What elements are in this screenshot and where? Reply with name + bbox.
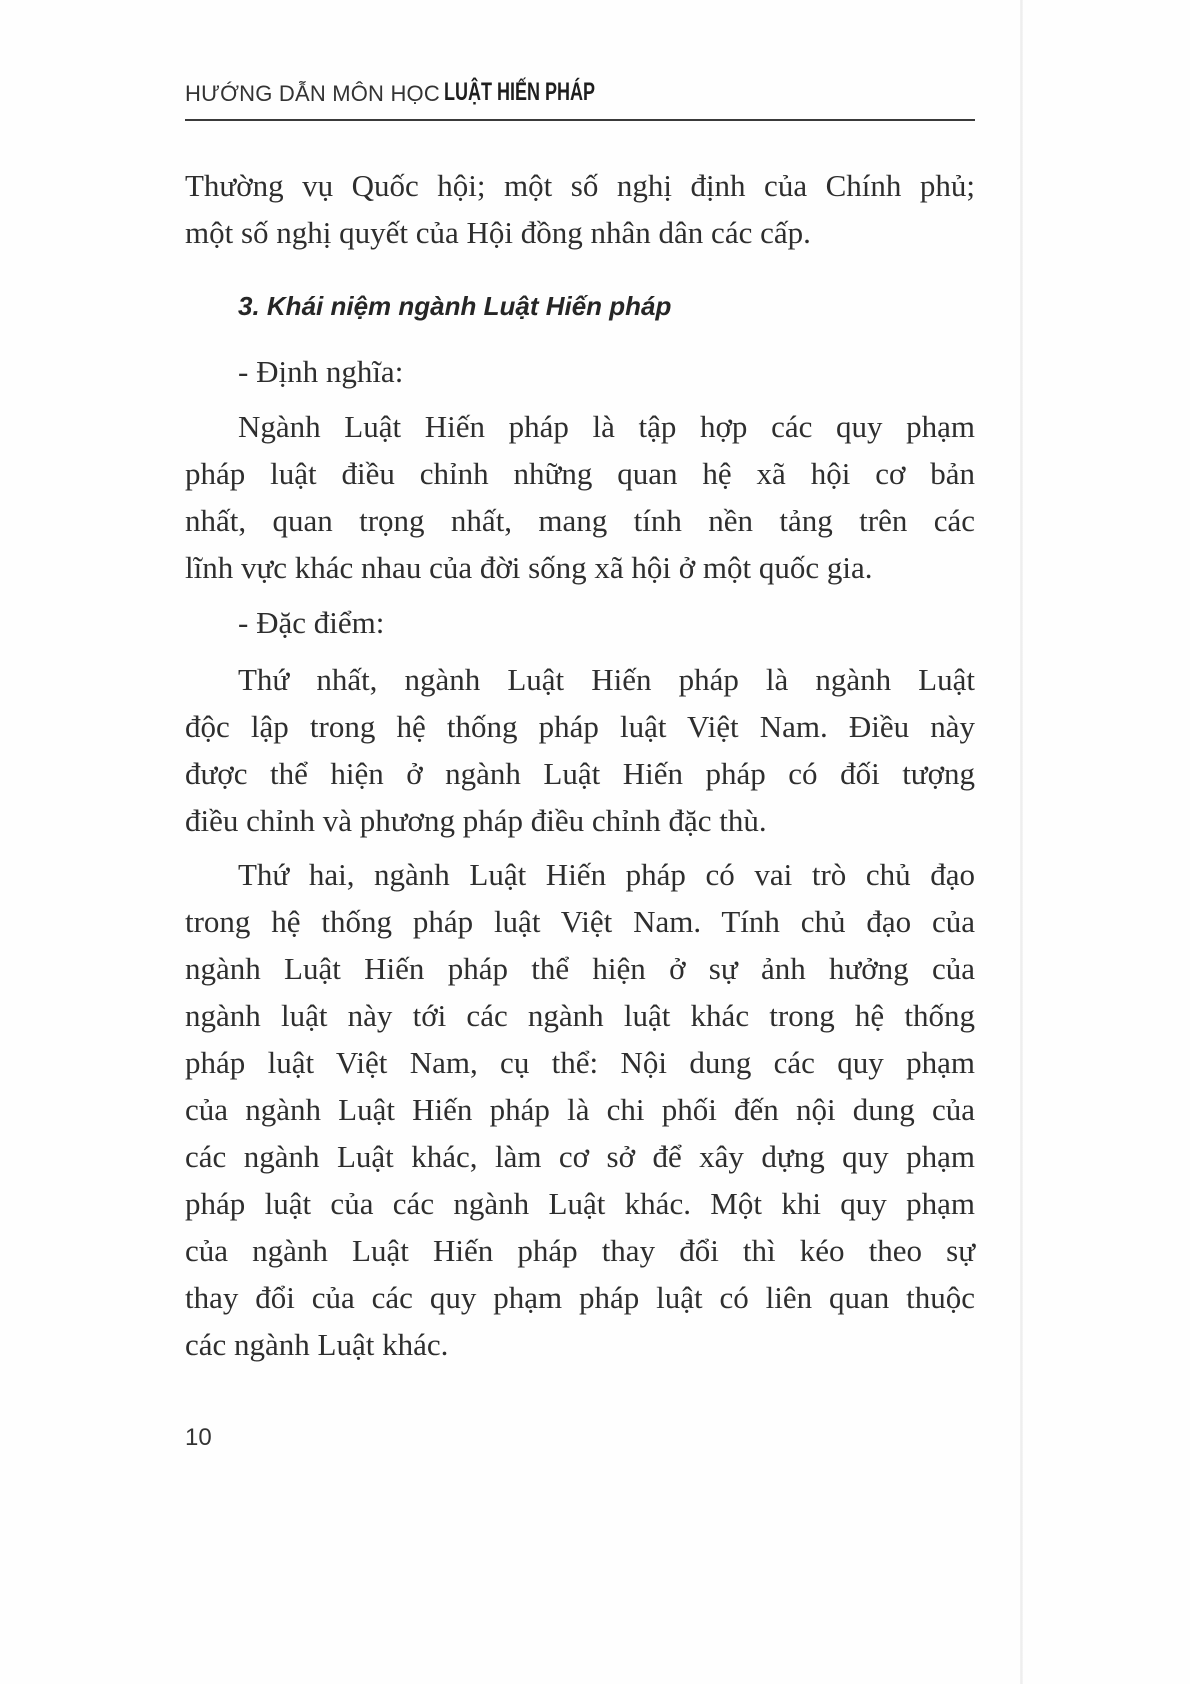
paragraph-continued	[185, 162, 975, 256]
paragraph-line: pháp luật của các ngành Luật khác. Một khi quy phạm	[185, 1186, 975, 1221]
paragraph-line: thay đổi của các quy phạm pháp luật có liên quan thuộc	[185, 1280, 975, 1315]
running-header-title: LUẬT HIẾN PHÁP	[443, 78, 595, 106]
paragraph-line: một số nghị quyết của Hội đồng nhân dân các cấp.	[185, 215, 811, 250]
paragraph-line: được thể hiện ở ngành Luật Hiến pháp có đối tượng	[185, 756, 975, 791]
running-header-prefix: HƯỚNG DẪN MÔN HỌC	[185, 81, 440, 106]
paragraph-line: Thường vụ Quốc hội; một số nghị định của Chính phủ;	[185, 168, 975, 203]
paragraph-line: lĩnh vực khác nhau của đời sống xã hội ở một quốc gia.	[185, 550, 873, 585]
page-edge-shadow	[1020, 0, 1023, 1684]
section-heading: 3. Khái niệm ngành Luật Hiến pháp	[238, 291, 672, 321]
page-number: 10	[185, 1424, 212, 1451]
paragraph-line: các ngành Luật khác.	[185, 1327, 449, 1362]
paragraph-line: trong hệ thống pháp luật Việt Nam. Tính chủ đạo của	[185, 904, 975, 939]
paragraph-line: pháp luật Việt Nam, cụ thể: Nội dung các quy phạm	[185, 1045, 975, 1080]
paragraph-line: độc lập trong hệ thống pháp luật Việt Nam. Điều này	[185, 709, 975, 744]
paragraph-line: điều chỉnh và phương pháp điều chỉnh đặc thù.	[185, 803, 767, 838]
paragraph-line: Thứ nhất, ngành Luật Hiến pháp là ngành Luật	[238, 662, 975, 697]
paragraph-line: pháp luật điều chỉnh những quan hệ xã hội cơ bản	[185, 456, 975, 491]
header-rule	[185, 119, 975, 121]
definition-label: - Định nghĩa:	[238, 354, 404, 389]
paragraph-line: Thứ hai, ngành Luật Hiến pháp có vai trò chủ đạo	[238, 857, 975, 892]
paragraph-first-feature	[185, 656, 975, 844]
paragraph-line: ngành Luật Hiến pháp thể hiện ở sự ảnh hưởng của	[185, 951, 975, 986]
paragraph-line: các ngành Luật khác, làm cơ sở để xây dựng quy phạm	[185, 1139, 975, 1174]
paragraph-line: ngành luật này tới các ngành luật khác trong hệ thống	[185, 998, 975, 1033]
paragraph-line: của ngành Luật Hiến pháp thay đổi thì kéo theo sự	[185, 1233, 975, 1268]
paragraph-second-feature	[185, 851, 975, 1368]
paragraph-definition	[185, 403, 975, 591]
paragraph-line: nhất, quan trọng nhất, mang tính nền tảng trên các	[185, 503, 975, 538]
paragraph-line: của ngành Luật Hiến pháp là chi phối đến nội dung của	[185, 1092, 975, 1127]
features-label: - Đặc điểm:	[238, 605, 385, 640]
running-header	[185, 78, 975, 112]
paragraph-line: Ngành Luật Hiến pháp là tập hợp các quy phạm	[238, 409, 975, 444]
page-body	[185, 162, 975, 1368]
